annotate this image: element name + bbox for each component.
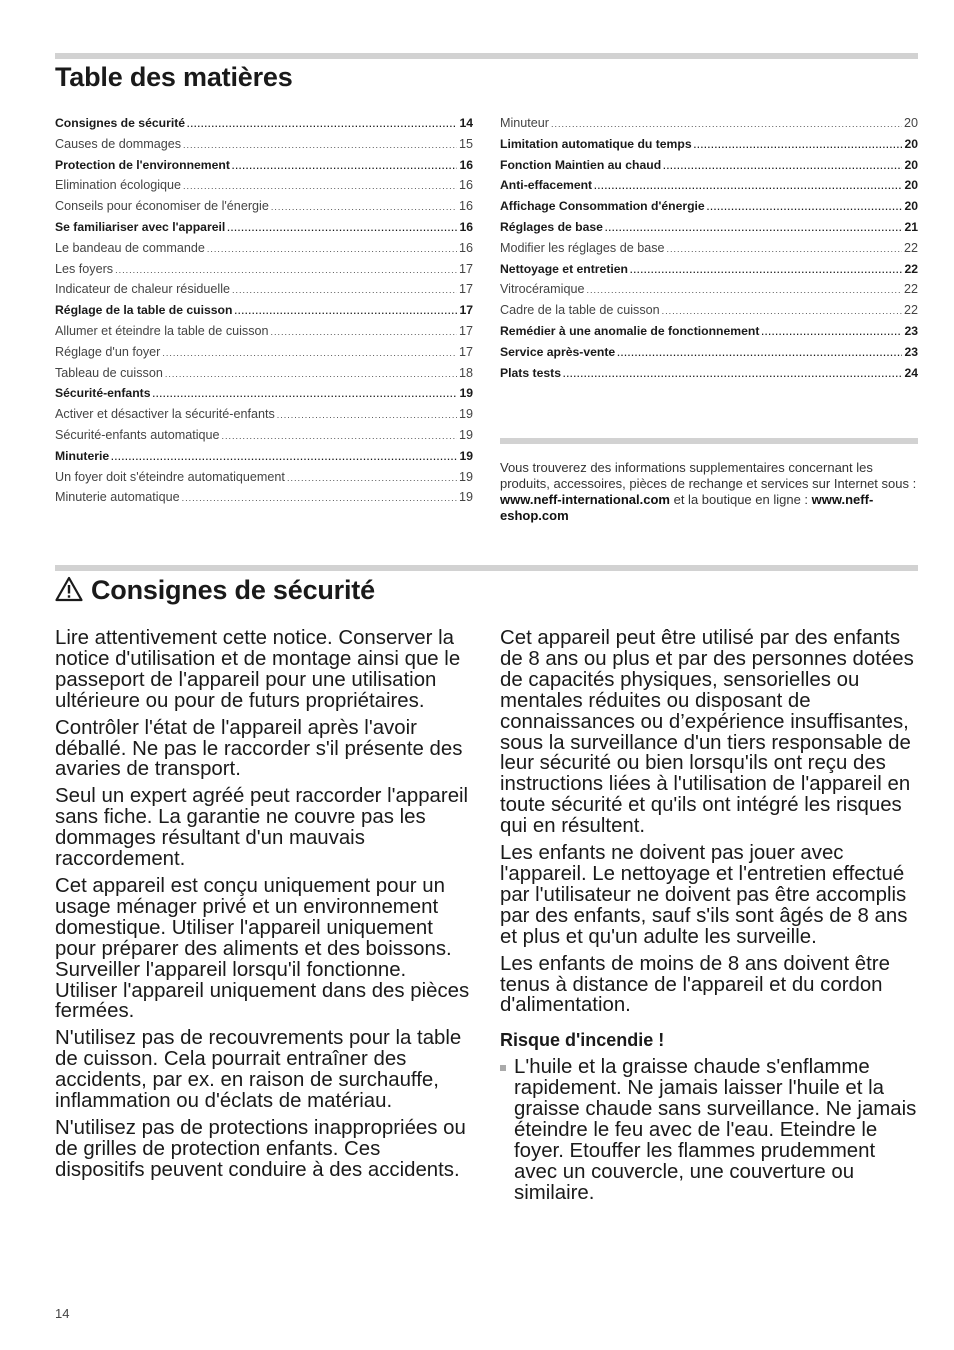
toc-entry[interactable] bbox=[500, 199, 918, 220]
toc-entry-page: 22 bbox=[903, 240, 918, 255]
toc-entry[interactable] bbox=[55, 303, 473, 324]
toc-leader-dots bbox=[234, 306, 457, 316]
toc-leader-dots bbox=[667, 244, 902, 254]
toc-leader-dots bbox=[182, 493, 457, 503]
toc-entry-label: Modifier les réglages de base bbox=[500, 240, 665, 255]
toc-leader-dots bbox=[707, 202, 903, 212]
toc-leader-dots bbox=[551, 119, 902, 129]
toc-entry-label: Remédier à une anomalie de fonctionnement bbox=[500, 323, 760, 338]
toc-entry-page: 19 bbox=[459, 386, 473, 401]
toc-entry-label: Indicateur de chaleur résiduelle bbox=[55, 282, 231, 297]
safety-paragraph: Cet appareil est conçu uniquement pour un usage ménager privé et un environnement domestique. Utiliser l'appareil uniquement pour préparer des aliments et des boissons. Surveiller l'appareil lorsqu'il fonctionne. Utiliser l'appareil uniquement dans des pièces fermées. bbox=[55, 874, 470, 1023]
info-rule bbox=[500, 438, 918, 444]
toc-entry-label: Les foyers bbox=[55, 261, 114, 276]
toc-entry-label: Limitation automatique du temps bbox=[500, 136, 692, 151]
toc-entry[interactable] bbox=[500, 220, 918, 241]
toc-entry-label: Plats tests bbox=[500, 365, 561, 380]
toc-entry-page: 16 bbox=[459, 157, 473, 172]
toc-entry-page: 22 bbox=[903, 303, 918, 318]
toc-entry[interactable] bbox=[500, 324, 918, 345]
toc-leader-dots bbox=[232, 285, 457, 295]
link-neff-eshop[interactable]: www.neff-eshop.com bbox=[500, 492, 874, 523]
safety-paragraph: N'utilisez pas de recouvrements pour la table de cuisson. Cela pourrait entraîner des accidents, par ex. en raison de surchauffe, inflammation ou d'éclats de matériau. bbox=[55, 1027, 462, 1113]
toc-entry[interactable] bbox=[55, 158, 473, 179]
link-neff-international[interactable]: www.neff-international.com bbox=[500, 492, 670, 507]
toc-entry[interactable] bbox=[55, 345, 473, 366]
toc-entry[interactable] bbox=[500, 366, 918, 387]
toc-entry[interactable] bbox=[500, 137, 918, 158]
toc-entry-label: Réglage de la table de cuisson bbox=[55, 303, 233, 318]
toc-entry[interactable] bbox=[55, 116, 473, 137]
toc-entry-page: 20 bbox=[903, 116, 918, 130]
toc-entry-page: 23 bbox=[904, 323, 918, 338]
toc-entry-page: 20 bbox=[904, 178, 918, 193]
toc-entry-page: 19 bbox=[458, 427, 473, 442]
toc-entry[interactable] bbox=[500, 345, 918, 366]
toc-leader-dots bbox=[115, 265, 457, 275]
safety-paragraph: Les enfants ne doivent pas jouer avec l'appareil. Le nettoyage et l'entretien effectué par l'utilisateur ne doivent pas être accomplis par des enfants, sauf s'ils sont âgés de 8 ans et plus et qu'un adulte les surveille. bbox=[500, 842, 908, 948]
toc-entry-label: Minuterie automatique bbox=[55, 490, 180, 505]
toc-entry-label: Activer et désactiver la sécurité-enfants bbox=[55, 407, 275, 422]
fire-risk-heading: Risque d'incendie ! bbox=[500, 1030, 665, 1051]
toc-leader-dots bbox=[227, 223, 457, 233]
toc-entry-label: Elimination écologique bbox=[55, 178, 182, 193]
toc-entry[interactable] bbox=[55, 407, 473, 428]
toc-leader-dots bbox=[694, 140, 903, 150]
toc-entry-label: Affichage Consommation d'énergie bbox=[500, 199, 705, 214]
warning-triangle-icon bbox=[55, 576, 83, 602]
info-text-1: Vous trouverez des informations supplementaires concernant les produits, accessoires, pièces de rechange et services sur Internet sous : bbox=[500, 460, 917, 491]
toc-entry-page: 15 bbox=[458, 136, 473, 151]
toc-leader-dots bbox=[617, 348, 902, 358]
safety-left-column bbox=[55, 628, 473, 1187]
safety-paragraph: Seul un expert agréé peut raccorder l'appareil sans fiche. La garantie ne couvre pas les dommages résultant d'un mauvais raccordement. bbox=[55, 785, 469, 871]
toc-entry[interactable] bbox=[55, 386, 473, 407]
bullet-square-icon bbox=[500, 1065, 506, 1071]
safety-rule bbox=[55, 565, 918, 571]
toc-entry[interactable] bbox=[55, 470, 473, 491]
toc-leader-dots bbox=[663, 161, 902, 171]
toc-leader-dots bbox=[162, 348, 457, 358]
toc-leader-dots bbox=[183, 140, 457, 150]
safety-title-text: Consignes de sécurité bbox=[91, 575, 375, 605]
toc-entry[interactable] bbox=[55, 178, 473, 199]
toc-entry-label: Fonction Maintien au chaud bbox=[500, 157, 662, 172]
toc-right-column bbox=[500, 116, 918, 386]
fire-risk-bullet-text: L'huile et la graisse chaude s'enflamme rapidement. Ne jamais laisser l'huile et la graisse chaude sans surveillance. Ne jamais éteindre le feu avec de l'eau. Eteindre le foyer. Etouffer les flammes prudemment avec un couvercle, une couverture ou similaire. bbox=[514, 1056, 917, 1204]
toc-leader-dots bbox=[165, 369, 457, 379]
toc-leader-dots bbox=[183, 181, 457, 191]
toc-entry-page: 19 bbox=[458, 469, 473, 484]
toc-entry-page: 20 bbox=[904, 136, 918, 151]
toc-entry-page: 22 bbox=[904, 261, 918, 276]
toc-entry[interactable] bbox=[500, 116, 918, 137]
toc-entry[interactable] bbox=[55, 220, 473, 241]
toc-entry-page: 19 bbox=[459, 448, 473, 463]
toc-entry-label: Consignes de sécurité bbox=[55, 116, 186, 130]
safety-right-paragraphs bbox=[500, 628, 918, 1016]
toc-entry-label: Sécurité-enfants automatique bbox=[55, 427, 220, 442]
toc-entry-label: Cadre de la table de cuisson bbox=[500, 303, 660, 318]
toc-entry-label: Anti-effacement bbox=[500, 178, 593, 193]
toc-entry-label: Minuteur bbox=[500, 116, 549, 130]
toc-entry[interactable] bbox=[55, 490, 473, 511]
toc-leader-dots bbox=[563, 369, 902, 379]
toc-entry[interactable] bbox=[500, 282, 918, 303]
toc-entry-page: 23 bbox=[904, 344, 918, 359]
toc-leader-dots bbox=[111, 452, 457, 462]
toc-entry-page: 17 bbox=[458, 261, 473, 276]
safety-paragraph: Cet appareil peut être utilisé par des enfants de 8 ans ou plus et par des personnes dotées de capacités physiques, sensorielles ou mentales réduites ou disposant de connaissances ou d’expérience insuffisantes, sous la surveillance d'un tiers responsable de leur sécurité ou bien lorsqu'ils ont reçu des instructions liées à l'utilisation de l'appareil en toute sécurité et qu'ils ont intégré les risques qui en résultent. bbox=[500, 627, 914, 838]
toc-entry-page: 16 bbox=[459, 219, 473, 234]
toc-entry-page: 19 bbox=[458, 490, 473, 505]
toc-entry-label: Nettoyage et entretien bbox=[500, 261, 628, 276]
toc-entry-page: 24 bbox=[904, 365, 918, 380]
toc-leader-dots bbox=[605, 223, 902, 233]
toc-entry-label: Un foyer doit s'éteindre automatiquement bbox=[55, 469, 285, 484]
toc-entry-page: 17 bbox=[459, 303, 473, 318]
toc-entry-page: 16 bbox=[458, 240, 473, 255]
toc-entry[interactable] bbox=[55, 262, 473, 283]
safety-paragraph: N'utilisez pas de protections inappropriées ou de grilles de protection enfants. Ces dispositifs peuvent conduire à des accidents. bbox=[55, 1116, 466, 1181]
toc-leader-dots bbox=[630, 265, 902, 275]
safety-title bbox=[55, 575, 375, 606]
toc-title: Table des matières bbox=[55, 62, 293, 92]
toc-entry-label: Réglages de base bbox=[500, 219, 603, 234]
toc-leader-dots bbox=[277, 410, 457, 420]
toc-entry-page: 14 bbox=[459, 116, 473, 130]
toc-leader-dots bbox=[662, 306, 902, 316]
toc-entry-label: Vitrocéramique bbox=[500, 282, 585, 297]
toc-entry[interactable] bbox=[500, 158, 918, 179]
toc-entry[interactable] bbox=[55, 282, 473, 303]
toc-entry-page: 17 bbox=[458, 323, 473, 338]
toc-leader-dots bbox=[271, 327, 457, 337]
toc-left-column bbox=[55, 116, 473, 511]
toc-leader-dots bbox=[287, 473, 457, 483]
toc-entry-label: Le bandeau de commande bbox=[55, 240, 205, 255]
toc-entry[interactable] bbox=[500, 241, 918, 262]
safety-paragraph: Les enfants de moins de 8 ans doivent être tenus à distance de l'appareil et du cordon d'alimentation. bbox=[500, 952, 890, 1017]
toc-leader-dots bbox=[594, 181, 902, 191]
toc-entry-label: Causes de dommages bbox=[55, 136, 182, 151]
toc-entry-page: 22 bbox=[903, 282, 918, 297]
toc-entry-page: 21 bbox=[904, 219, 918, 234]
toc-entry-label: Se familiariser avec l'appareil bbox=[55, 219, 226, 234]
toc-entry-page: 17 bbox=[458, 282, 473, 297]
toc-entry-page: 19 bbox=[458, 407, 473, 422]
info-text-2: et la boutique en ligne : bbox=[669, 492, 812, 507]
toc-entry-page: 18 bbox=[458, 365, 473, 380]
toc-entry[interactable] bbox=[55, 449, 473, 470]
toc-entry-page: 20 bbox=[904, 157, 918, 172]
online-info bbox=[500, 460, 918, 524]
toc-entry[interactable] bbox=[55, 428, 473, 449]
toc-entry-label: Protection de l'environnement bbox=[55, 157, 230, 172]
toc-entry-label: Service après-vente bbox=[500, 344, 616, 359]
toc-entry-label: Allumer et éteindre la table de cuisson bbox=[55, 323, 269, 338]
toc-entry[interactable] bbox=[55, 241, 473, 262]
safety-paragraph: Lire attentivement cette notice. Conserver la notice d'utilisation et de montage ainsi que le passeport de l'appareil pour une utilisation ultérieure ou pour de futurs propriétaires. bbox=[55, 627, 461, 712]
page-number: 14 bbox=[55, 1306, 70, 1321]
toc-entry[interactable] bbox=[55, 199, 473, 220]
toc-entry[interactable] bbox=[500, 178, 918, 199]
fire-risk-bullet bbox=[500, 1057, 918, 1203]
toc-leader-dots bbox=[271, 202, 457, 212]
toc-entry[interactable] bbox=[500, 303, 918, 324]
toc-entry[interactable] bbox=[55, 324, 473, 345]
toc-leader-dots bbox=[222, 431, 457, 441]
toc-entry[interactable] bbox=[55, 366, 473, 387]
toc-entry-page: 17 bbox=[458, 344, 473, 359]
toc-leader-dots bbox=[153, 389, 458, 399]
safety-paragraph: Contrôler l'état de l'appareil après l'avoir déballé. Ne pas le raccorder s'il présente des avaries de transport. bbox=[55, 716, 463, 781]
toc-leader-dots bbox=[207, 244, 457, 254]
toc-entry-label: Minuterie bbox=[55, 448, 110, 463]
toc-entry-page: 20 bbox=[904, 199, 918, 214]
toc-entry-label: Sécurité-enfants bbox=[55, 386, 151, 401]
toc-entry-label: Conseils pour économiser de l'énergie bbox=[55, 199, 269, 214]
top-rule bbox=[55, 53, 918, 59]
toc-entry-page: 16 bbox=[458, 199, 473, 214]
toc-leader-dots bbox=[232, 161, 458, 171]
toc-entry-page: 16 bbox=[458, 178, 473, 193]
toc-leader-dots bbox=[187, 119, 457, 129]
toc-entry[interactable] bbox=[500, 262, 918, 283]
toc-entry[interactable] bbox=[55, 137, 473, 158]
toc-leader-dots bbox=[761, 327, 902, 337]
toc-entry-label: Réglage d'un foyer bbox=[55, 344, 161, 359]
toc-leader-dots bbox=[586, 285, 902, 295]
toc-entry-label: Tableau de cuisson bbox=[55, 365, 163, 380]
safety-right-column bbox=[500, 628, 918, 1210]
